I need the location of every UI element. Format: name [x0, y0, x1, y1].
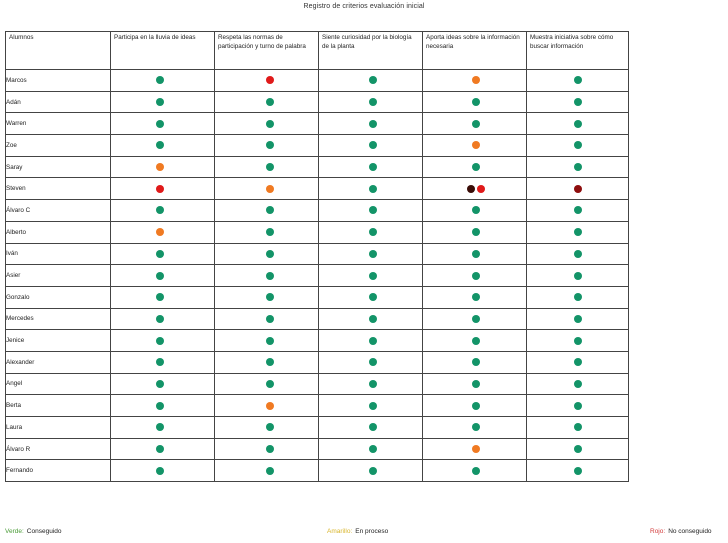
status-dot-verde	[369, 206, 377, 214]
table-row	[6, 330, 629, 352]
status-dot-verde	[574, 315, 582, 323]
header-aporta-ideas: Aporta ideas sobre la información necesaria	[423, 32, 527, 70]
status-dot-verde	[369, 98, 377, 106]
status-dot-verde	[369, 76, 377, 84]
evaluation-cell	[111, 113, 215, 135]
legend-conseguido	[5, 528, 62, 535]
student-name: Steven	[6, 178, 111, 200]
status-dot-verde	[369, 141, 377, 149]
status-dot-verde	[156, 120, 164, 128]
evaluation-cell	[423, 308, 527, 330]
evaluation-cell	[527, 221, 629, 243]
evaluation-cell	[527, 395, 629, 417]
status-dot-verde	[574, 163, 582, 171]
evaluation-cell	[319, 351, 423, 373]
status-dot-verde	[266, 250, 274, 258]
evaluation-cell	[111, 200, 215, 222]
status-dot-verde	[156, 423, 164, 431]
evaluation-cell	[527, 135, 629, 157]
evaluation-cell	[527, 373, 629, 395]
status-dot-verde	[369, 380, 377, 388]
table-row	[6, 265, 629, 287]
status-dot-verde	[574, 445, 582, 453]
evaluation-cell	[319, 286, 423, 308]
evaluation-cell	[423, 135, 527, 157]
evaluation-cell	[319, 330, 423, 352]
status-dot-verde	[369, 272, 377, 280]
evaluation-cell	[111, 330, 215, 352]
evaluation-cell	[319, 113, 423, 135]
evaluation-cell	[215, 70, 319, 92]
status-dot-rojo	[266, 76, 274, 84]
header-curiosidad-biologia: Siente curiosidad por la biología de la planta	[319, 32, 423, 70]
status-dot-verde	[266, 315, 274, 323]
evaluation-cell	[319, 460, 423, 482]
status-dot-verde	[574, 467, 582, 475]
evaluation-cell	[111, 70, 215, 92]
status-dot-amarillo	[472, 76, 480, 84]
status-dot-verde	[369, 467, 377, 475]
student-name: Warren	[6, 113, 111, 135]
status-dot-verde	[156, 467, 164, 475]
evaluation-cell	[527, 178, 629, 200]
evaluation-cell	[215, 113, 319, 135]
status-dot-verde	[156, 293, 164, 301]
evaluation-cell	[215, 308, 319, 330]
status-dot-amarillo	[266, 402, 274, 410]
evaluation-cell	[111, 156, 215, 178]
student-name: Jenice	[6, 330, 111, 352]
status-dot-verde	[156, 206, 164, 214]
table-row	[6, 200, 629, 222]
legend-label-en-proceso: En proceso	[355, 528, 389, 535]
evaluation-cell	[319, 438, 423, 460]
evaluation-cell	[527, 70, 629, 92]
status-dot-verde	[266, 98, 274, 106]
evaluation-cell	[527, 243, 629, 265]
evaluation-cell	[215, 265, 319, 287]
table-row	[6, 286, 629, 308]
evaluation-cell	[527, 417, 629, 439]
status-dot-verde	[156, 402, 164, 410]
status-dot-verde	[369, 293, 377, 301]
status-dot-verde	[472, 250, 480, 258]
evaluation-cell	[423, 330, 527, 352]
table-row	[6, 351, 629, 373]
status-dot-verde	[266, 120, 274, 128]
evaluation-cell	[215, 243, 319, 265]
student-name: Adán	[6, 91, 111, 113]
status-dot-verde	[472, 358, 480, 366]
status-dot-verde	[472, 163, 480, 171]
evaluation-cell	[215, 221, 319, 243]
status-dot-verde	[156, 76, 164, 84]
status-dot-verde	[369, 423, 377, 431]
status-dot-amarillo	[156, 163, 164, 171]
status-dot-verde	[156, 445, 164, 453]
evaluation-cell	[319, 417, 423, 439]
status-dot-negro	[467, 185, 475, 193]
evaluation-cell	[319, 156, 423, 178]
status-dot-verde	[266, 293, 274, 301]
evaluation-cell	[423, 417, 527, 439]
status-dot-verde	[574, 98, 582, 106]
table-row	[6, 308, 629, 330]
status-dot-verde	[156, 98, 164, 106]
evaluation-cell	[215, 156, 319, 178]
status-dot-verde	[156, 337, 164, 345]
table-row	[6, 70, 629, 92]
evaluation-cell	[215, 286, 319, 308]
header-normas-participacion: Respeta las normas de participación y turno de palabra	[215, 32, 319, 70]
status-dot-verde	[369, 337, 377, 345]
student-name: Mercedes	[6, 308, 111, 330]
evaluation-cell	[215, 351, 319, 373]
status-dot-verde	[574, 358, 582, 366]
status-dot-verde	[472, 467, 480, 475]
legend-color-verde: Verde:	[5, 528, 24, 535]
table-row	[6, 178, 629, 200]
status-dot-rojo	[477, 185, 485, 193]
status-dot-verde	[574, 337, 582, 345]
evaluation-cell	[111, 417, 215, 439]
table-header-row	[6, 32, 629, 70]
student-name: Asier	[6, 265, 111, 287]
evaluation-cell	[111, 178, 215, 200]
status-dot-verde	[472, 402, 480, 410]
status-dot-verde	[574, 228, 582, 236]
status-dot-verde	[266, 423, 274, 431]
evaluation-table	[5, 31, 629, 482]
status-dot-verde	[266, 467, 274, 475]
status-dot-verde	[574, 293, 582, 301]
student-name: Saray	[6, 156, 111, 178]
status-dot-verde	[369, 315, 377, 323]
evaluation-cell	[111, 460, 215, 482]
status-dot-verde	[574, 120, 582, 128]
status-dot-verde	[156, 380, 164, 388]
evaluation-cell	[319, 221, 423, 243]
evaluation-cell	[527, 286, 629, 308]
evaluation-cell	[111, 243, 215, 265]
status-dot-amarillo	[266, 185, 274, 193]
table-row	[6, 417, 629, 439]
status-dot-verde	[369, 228, 377, 236]
student-name: Álvaro R	[6, 438, 111, 460]
status-dot-verde	[472, 423, 480, 431]
evaluation-cell	[111, 135, 215, 157]
status-dot-verde	[266, 445, 274, 453]
evaluation-cell	[319, 373, 423, 395]
status-dot-verde	[574, 380, 582, 388]
evaluation-cell	[215, 373, 319, 395]
student-name: Angel	[6, 373, 111, 395]
status-dot-verde	[472, 206, 480, 214]
student-name: Gonzalo	[6, 286, 111, 308]
legend-en-proceso	[327, 528, 388, 535]
evaluation-cell	[527, 156, 629, 178]
evaluation-cell	[423, 460, 527, 482]
status-dot-verde	[156, 315, 164, 323]
status-dot-verde	[266, 228, 274, 236]
table-row	[6, 113, 629, 135]
status-dot-verde	[369, 163, 377, 171]
evaluation-cell	[423, 286, 527, 308]
legend-label-no-conseguido: No conseguido	[668, 528, 712, 535]
status-dot-verde	[369, 185, 377, 193]
table-row	[6, 373, 629, 395]
student-name: Alberto	[6, 221, 111, 243]
evaluation-cell	[423, 178, 527, 200]
evaluation-cell	[319, 91, 423, 113]
evaluation-cell	[423, 395, 527, 417]
status-dot-amarillo	[156, 228, 164, 236]
evaluation-cell	[319, 395, 423, 417]
status-dot-verde	[156, 141, 164, 149]
status-dot-verde	[574, 402, 582, 410]
status-dot-verde	[472, 337, 480, 345]
header-lluvia-ideas: Participa en la lluvia de ideas	[111, 32, 215, 70]
status-dot-verde	[156, 250, 164, 258]
evaluation-cell	[527, 200, 629, 222]
evaluation-cell	[215, 91, 319, 113]
status-dot-verde	[574, 76, 582, 84]
status-dot-verde	[472, 380, 480, 388]
table-row	[6, 156, 629, 178]
evaluation-cell	[527, 330, 629, 352]
evaluation-cell	[111, 265, 215, 287]
evaluation-cell	[423, 265, 527, 287]
evaluation-cell	[527, 438, 629, 460]
evaluation-cell	[527, 265, 629, 287]
student-name: Iván	[6, 243, 111, 265]
evaluation-cell	[111, 438, 215, 460]
status-dot-verde	[156, 358, 164, 366]
table-row	[6, 460, 629, 482]
status-dot-verde	[574, 423, 582, 431]
page-title: Registro de criterios evaluación inicial	[303, 3, 425, 10]
evaluation-cell	[319, 200, 423, 222]
status-dot-verde	[266, 141, 274, 149]
status-dot-amarillo	[472, 445, 480, 453]
status-dot-verde	[266, 358, 274, 366]
evaluation-cell	[527, 308, 629, 330]
evaluation-cell	[215, 330, 319, 352]
evaluation-cell	[423, 91, 527, 113]
status-dot-verde	[472, 293, 480, 301]
evaluation-cell	[527, 91, 629, 113]
header-iniciativa-busqueda: Muestra iniciativa sobre cómo buscar información	[527, 32, 629, 70]
evaluation-cell	[111, 221, 215, 243]
status-dot-verde	[574, 141, 582, 149]
evaluation-cell	[111, 395, 215, 417]
evaluation-cell	[423, 113, 527, 135]
status-dot-verde	[369, 358, 377, 366]
status-dot-rojo_oscuro	[574, 185, 582, 193]
evaluation-cell	[111, 308, 215, 330]
evaluation-cell	[319, 70, 423, 92]
status-dot-verde	[266, 380, 274, 388]
legend-color-rojo: Rojo:	[650, 528, 666, 535]
table-row	[6, 91, 629, 113]
status-dot-amarillo	[472, 141, 480, 149]
table-row	[6, 438, 629, 460]
evaluation-cell	[319, 243, 423, 265]
status-dot-verde	[472, 228, 480, 236]
table-row	[6, 243, 629, 265]
status-dot-verde	[369, 120, 377, 128]
evaluation-cell	[527, 351, 629, 373]
evaluation-cell	[215, 438, 319, 460]
status-dot-verde	[266, 206, 274, 214]
student-name: Laura	[6, 417, 111, 439]
student-name: Berta	[6, 395, 111, 417]
table-row	[6, 221, 629, 243]
evaluation-cell	[423, 156, 527, 178]
evaluation-cell	[215, 200, 319, 222]
evaluation-cell	[423, 221, 527, 243]
evaluation-cell	[215, 395, 319, 417]
status-dot-verde	[369, 402, 377, 410]
evaluation-cell	[423, 351, 527, 373]
evaluation-cell	[111, 351, 215, 373]
evaluation-cell	[111, 91, 215, 113]
legend-label-conseguido: Conseguido	[26, 528, 62, 535]
status-dot-verde	[266, 337, 274, 345]
evaluation-cell	[111, 286, 215, 308]
evaluation-cell	[319, 308, 423, 330]
status-dot-verde	[472, 315, 480, 323]
header-alumnos: Alumnos	[6, 32, 111, 70]
evaluation-cell	[527, 113, 629, 135]
evaluation-cell	[215, 460, 319, 482]
status-dot-verde	[266, 163, 274, 171]
legend-no-conseguido	[650, 528, 712, 535]
evaluation-cell	[319, 178, 423, 200]
status-dot-verde	[574, 250, 582, 258]
evaluation-cell	[215, 417, 319, 439]
status-dot-verde	[472, 272, 480, 280]
evaluation-cell	[319, 265, 423, 287]
status-dot-verde	[472, 120, 480, 128]
student-name: Fernando	[6, 460, 111, 482]
evaluation-cell	[215, 178, 319, 200]
student-name: Marcos	[6, 70, 111, 92]
status-dot-verde	[156, 272, 164, 280]
status-dot-verde	[574, 206, 582, 214]
status-dot-verde	[266, 272, 274, 280]
student-name: Zoe	[6, 135, 111, 157]
evaluation-cell	[527, 460, 629, 482]
student-name: Álvaro C	[6, 200, 111, 222]
evaluation-cell	[423, 70, 527, 92]
status-dot-rojo	[156, 185, 164, 193]
table-row	[6, 395, 629, 417]
evaluation-cell	[423, 438, 527, 460]
legend-color-amarillo: Amarillo:	[327, 528, 353, 535]
evaluation-cell	[423, 243, 527, 265]
table-body	[6, 70, 629, 482]
evaluation-cell	[215, 135, 319, 157]
status-dot-verde	[472, 98, 480, 106]
status-dot-verde	[369, 250, 377, 258]
student-name: Alexander	[6, 351, 111, 373]
evaluation-cell	[319, 135, 423, 157]
evaluation-cell	[111, 373, 215, 395]
status-dot-verde	[369, 445, 377, 453]
status-dot-verde	[574, 272, 582, 280]
evaluation-cell	[423, 200, 527, 222]
table-row	[6, 135, 629, 157]
evaluation-cell	[423, 373, 527, 395]
